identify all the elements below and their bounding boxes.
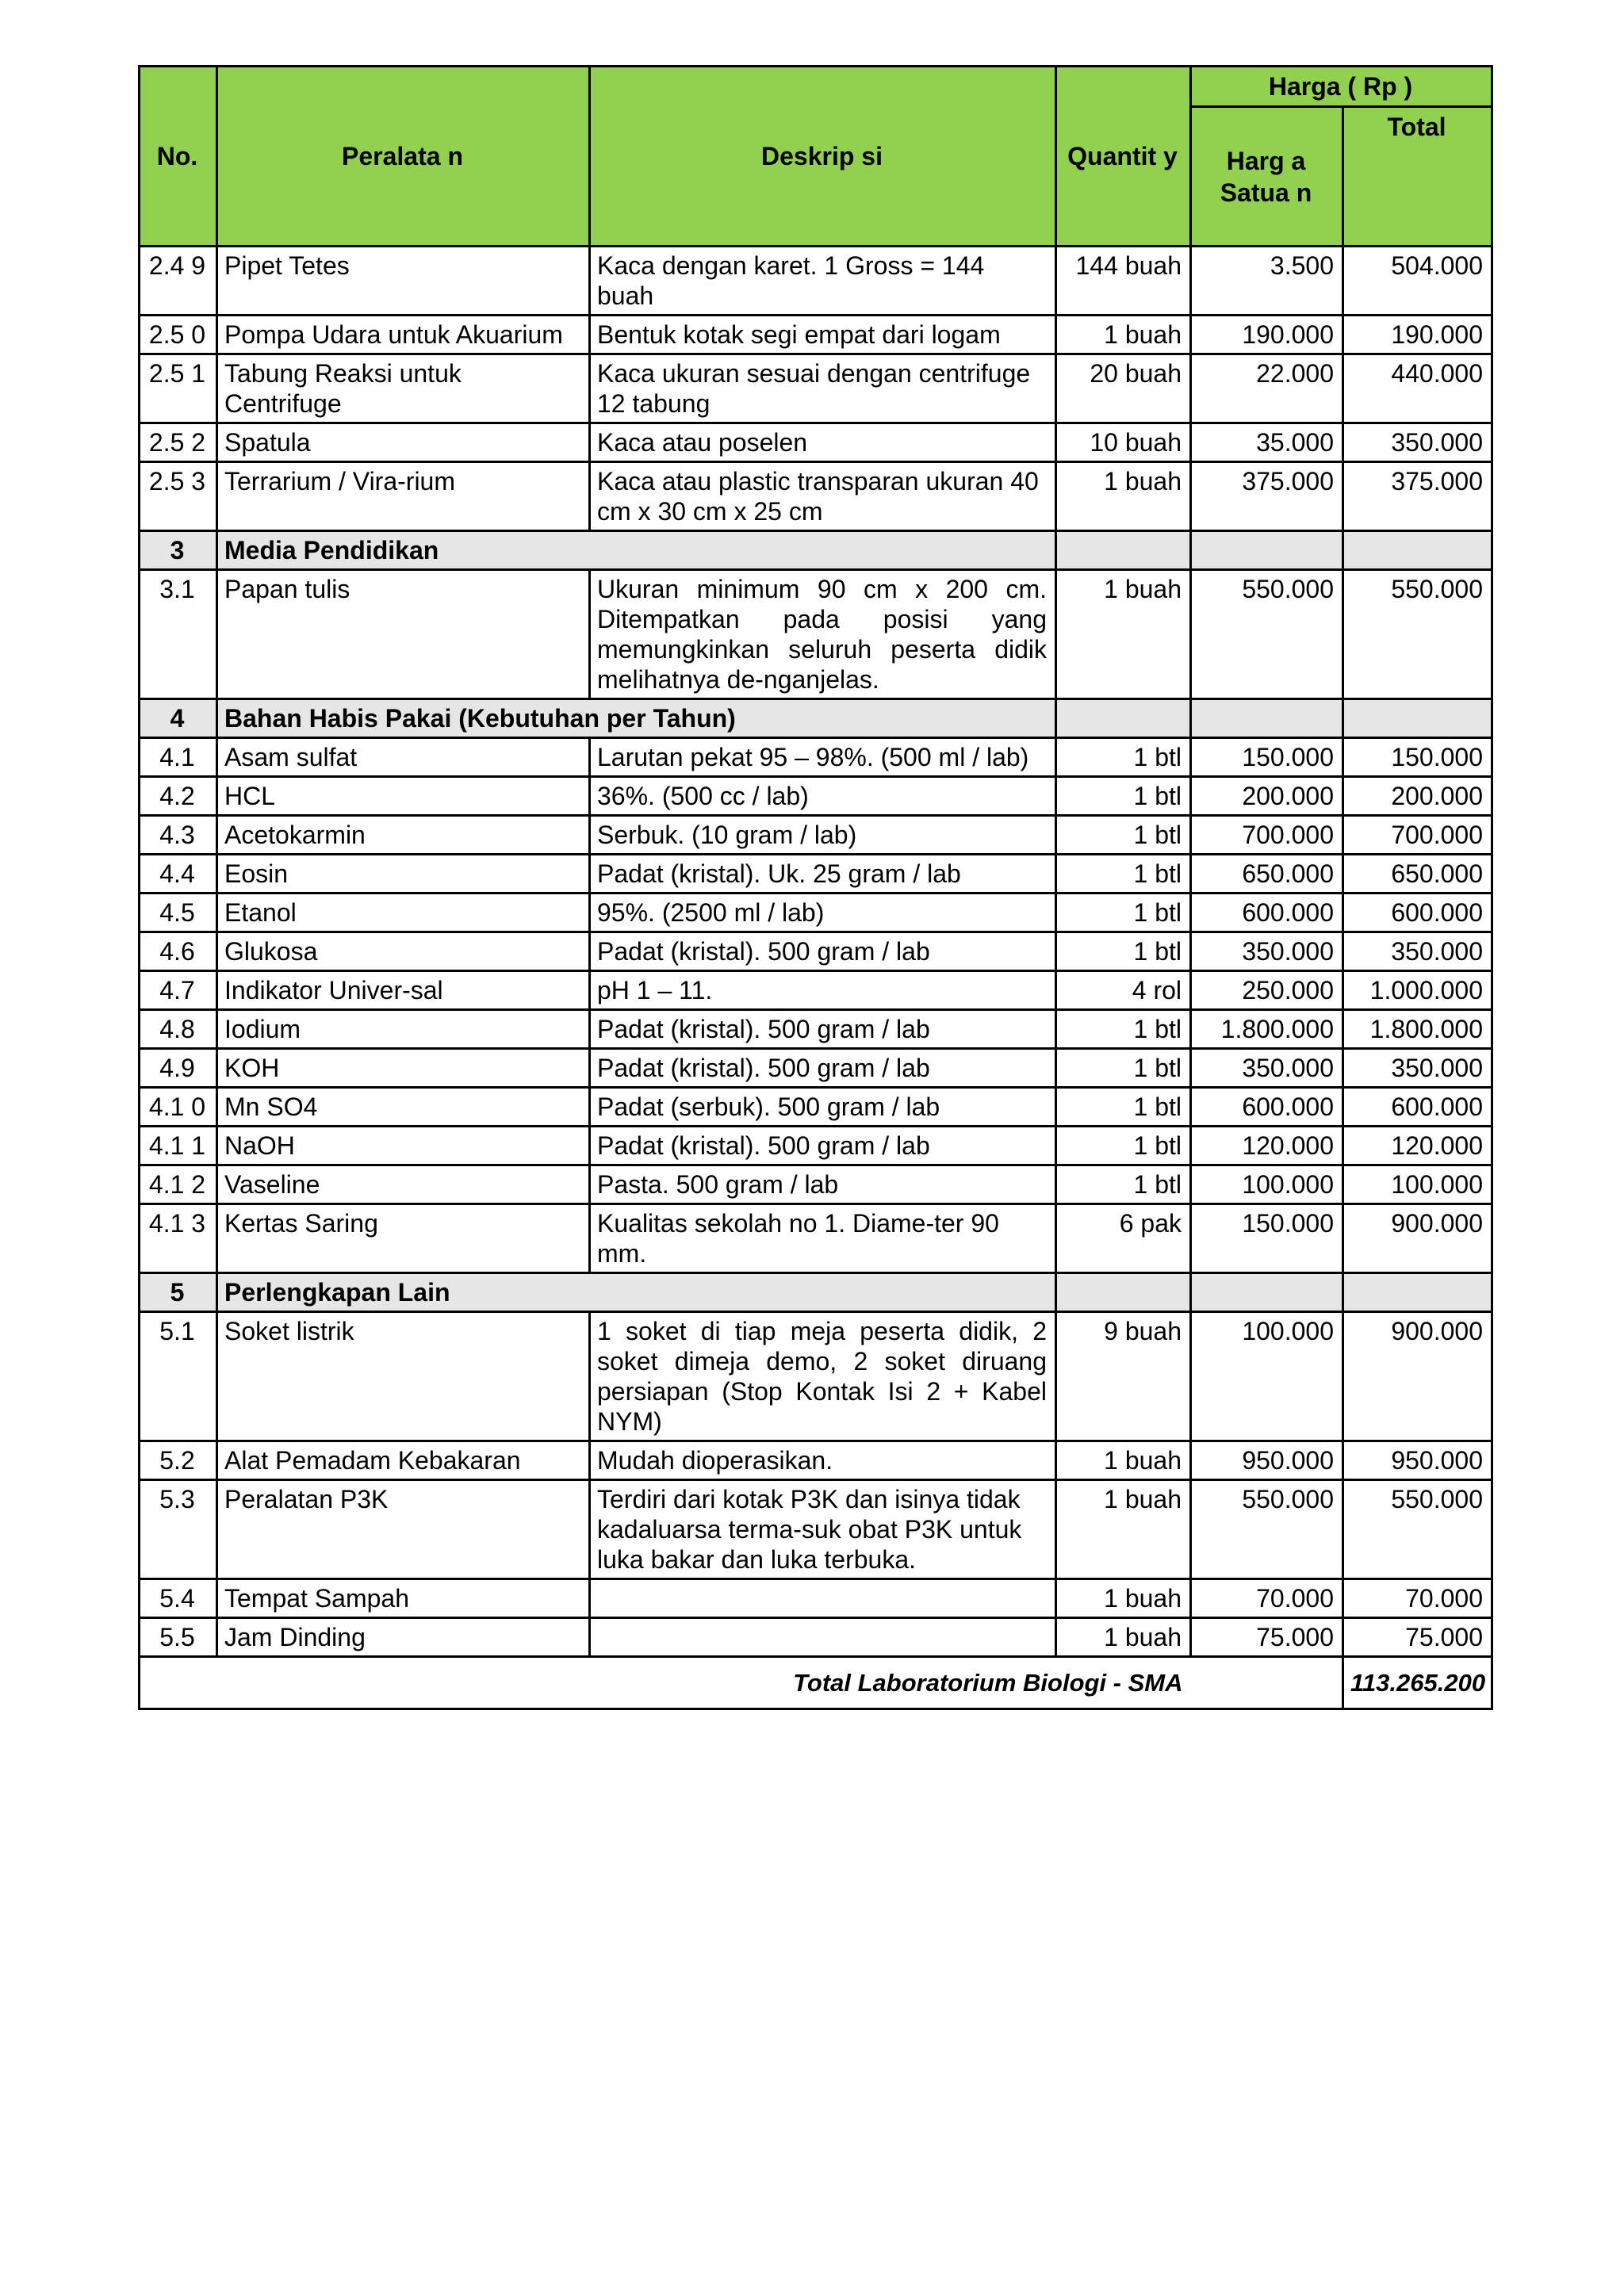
row-item: HCL (217, 777, 590, 816)
section-empty-cell (1191, 699, 1343, 738)
row-unit-price: 350.000 (1191, 932, 1343, 971)
row-number: 5.1 (140, 1312, 217, 1441)
grand-total-label: Total Laboratorium Biologi - SMA (140, 1657, 1191, 1709)
row-unit-price: 75.000 (1191, 1618, 1343, 1657)
row-quantity: 1 buah (1056, 1480, 1191, 1579)
row-item: Eosin (217, 855, 590, 894)
row-quantity: 1 btl (1056, 1127, 1191, 1165)
row-description: Kaca atau plastic transparan ukuran 40 cm x 30 cm x 25 cm (590, 462, 1056, 531)
section-header-row (140, 531, 1492, 570)
row-item: Etanol (217, 894, 590, 932)
row-quantity: 1 btl (1056, 1088, 1191, 1127)
row-description: Padat (serbuk). 500 gram / lab (590, 1088, 1056, 1127)
row-quantity: 20 buah (1056, 354, 1191, 423)
row-total: 375.000 (1343, 462, 1492, 531)
row-unit-price: 375.000 (1191, 462, 1343, 531)
row-description: Kualitas sekolah no 1. Diame-ter 90 mm. (590, 1204, 1056, 1273)
row-unit-price: 550.000 (1191, 570, 1343, 699)
row-item: Acetokarmin (217, 816, 590, 855)
row-unit-price: 3.500 (1191, 247, 1343, 316)
table-row (140, 1441, 1492, 1480)
table-body (140, 247, 1492, 1709)
table-row (140, 1010, 1492, 1049)
row-item: Asam sulfat (217, 738, 590, 777)
header-harga-satuan: Harg a Satua n (1191, 107, 1343, 247)
section-empty-cell (1191, 1273, 1343, 1312)
row-quantity: 1 btl (1056, 1010, 1191, 1049)
row-unit-price: 250.000 (1191, 971, 1343, 1010)
table-row (140, 462, 1492, 531)
row-description: 36%. (500 cc / lab) (590, 777, 1056, 816)
row-item: Iodium (217, 1010, 590, 1049)
row-total: 900.000 (1343, 1204, 1492, 1273)
row-unit-price: 650.000 (1191, 855, 1343, 894)
table-row (140, 570, 1492, 699)
row-quantity: 1 btl (1056, 932, 1191, 971)
row-number: 4.6 (140, 932, 217, 971)
section-title: Media Pendidikan (217, 531, 1056, 570)
row-number: 2.5 1 (140, 354, 217, 423)
row-description: Padat (kristal). Uk. 25 gram / lab (590, 855, 1056, 894)
row-total: 350.000 (1343, 423, 1492, 462)
row-unit-price: 950.000 (1191, 1441, 1343, 1480)
row-quantity: 1 buah (1056, 316, 1191, 354)
row-item: Papan tulis (217, 570, 590, 699)
table-row (140, 1312, 1492, 1441)
row-description: 95%. (2500 ml / lab) (590, 894, 1056, 932)
row-total: 440.000 (1343, 354, 1492, 423)
table-row (140, 894, 1492, 932)
section-empty-cell (1056, 699, 1191, 738)
grand-total-value: 113.265.200 (1343, 1657, 1492, 1709)
row-description: Padat (kristal). 500 gram / lab (590, 1127, 1056, 1165)
row-unit-price: 150.000 (1191, 1204, 1343, 1273)
row-quantity: 1 btl (1056, 894, 1191, 932)
table-row (140, 354, 1492, 423)
row-total: 550.000 (1343, 1480, 1492, 1579)
row-description (590, 1618, 1056, 1657)
section-header-row (140, 1273, 1492, 1312)
row-total: 900.000 (1343, 1312, 1492, 1441)
table-row (140, 1480, 1492, 1579)
table-row (140, 1049, 1492, 1088)
table-row (140, 247, 1492, 316)
row-quantity: 9 buah (1056, 1312, 1191, 1441)
row-total: 1.000.000 (1343, 971, 1492, 1010)
row-number: 4.1 2 (140, 1165, 217, 1204)
table-row (140, 1165, 1492, 1204)
row-number: 4.2 (140, 777, 217, 816)
row-number: 4.7 (140, 971, 217, 1010)
row-quantity: 1 buah (1056, 1441, 1191, 1480)
row-unit-price: 100.000 (1191, 1312, 1343, 1441)
row-description: Larutan pekat 95 – 98%. (500 ml / lab) (590, 738, 1056, 777)
row-quantity: 4 rol (1056, 971, 1191, 1010)
row-unit-price: 600.000 (1191, 894, 1343, 932)
table-row (140, 316, 1492, 354)
row-description: 1 soket di tiap meja peserta didik, 2 soket dimeja demo, 2 soket diruang persiapan (Stop Kontak Isi 2 + Kabel NYM) (590, 1312, 1056, 1441)
row-description: Bentuk kotak segi empat dari logam (590, 316, 1056, 354)
row-description: Mudah dioperasikan. (590, 1441, 1056, 1480)
row-total: 350.000 (1343, 1049, 1492, 1088)
row-total: 100.000 (1343, 1165, 1492, 1204)
table-row (140, 855, 1492, 894)
table-row (140, 1127, 1492, 1165)
row-quantity: 1 buah (1056, 570, 1191, 699)
row-unit-price: 200.000 (1191, 777, 1343, 816)
row-description: Kaca dengan karet. 1 Gross = 144 buah (590, 247, 1056, 316)
row-unit-price: 35.000 (1191, 423, 1343, 462)
header-no: No. (140, 67, 217, 247)
row-total: 70.000 (1343, 1579, 1492, 1618)
equipment-cost-table (138, 65, 1493, 1710)
table-row (140, 1618, 1492, 1657)
row-total: 700.000 (1343, 816, 1492, 855)
row-number: 2.5 0 (140, 316, 217, 354)
row-number: 4.5 (140, 894, 217, 932)
row-quantity: 1 buah (1056, 1618, 1191, 1657)
row-unit-price: 550.000 (1191, 1480, 1343, 1579)
row-unit-price: 700.000 (1191, 816, 1343, 855)
row-number: 5.5 (140, 1618, 217, 1657)
row-number: 2.4 9 (140, 247, 217, 316)
row-item: Tabung Reaksi untuk Centrifuge (217, 354, 590, 423)
row-number: 4.9 (140, 1049, 217, 1088)
row-number: 2.5 3 (140, 462, 217, 531)
row-number: 4.8 (140, 1010, 217, 1049)
header-deskripsi: Deskrip si (590, 67, 1056, 247)
section-empty-cell (1343, 1273, 1492, 1312)
row-item: Alat Pemadam Kebakaran (217, 1441, 590, 1480)
row-unit-price: 190.000 (1191, 316, 1343, 354)
row-unit-price: 1.800.000 (1191, 1010, 1343, 1049)
row-description: Serbuk. (10 gram / lab) (590, 816, 1056, 855)
row-description: Ukuran minimum 90 cm x 200 cm. Ditempatkan pada posisi yang memungkinkan seluruh peserta didik melihatnya de-nganjelas. (590, 570, 1056, 699)
row-number: 2.5 2 (140, 423, 217, 462)
row-total: 600.000 (1343, 1088, 1492, 1127)
section-header-row (140, 699, 1492, 738)
row-description: Padat (kristal). 500 gram / lab (590, 1049, 1056, 1088)
row-quantity: 144 buah (1056, 247, 1191, 316)
section-empty-cell (1056, 531, 1191, 570)
row-number: 4.1 0 (140, 1088, 217, 1127)
table-row (140, 423, 1492, 462)
row-total: 120.000 (1343, 1127, 1492, 1165)
grand-total-row (140, 1657, 1492, 1709)
row-unit-price: 22.000 (1191, 354, 1343, 423)
row-item: Terrarium / Vira-rium (217, 462, 590, 531)
row-item: Tempat Sampah (217, 1579, 590, 1618)
row-quantity: 1 buah (1056, 462, 1191, 531)
row-description: Pasta. 500 gram / lab (590, 1165, 1056, 1204)
row-number: 4.4 (140, 855, 217, 894)
row-total: 150.000 (1343, 738, 1492, 777)
header-total: Total (1343, 107, 1492, 247)
row-quantity: 1 btl (1056, 777, 1191, 816)
table-row (140, 1204, 1492, 1273)
row-number: 4.1 (140, 738, 217, 777)
section-number: 3 (140, 531, 217, 570)
row-quantity: 1 btl (1056, 738, 1191, 777)
row-description: Padat (kristal). 500 gram / lab (590, 932, 1056, 971)
row-unit-price: 350.000 (1191, 1049, 1343, 1088)
row-total: 1.800.000 (1343, 1010, 1492, 1049)
row-total: 504.000 (1343, 247, 1492, 316)
row-item: Peralatan P3K (217, 1480, 590, 1579)
row-unit-price: 150.000 (1191, 738, 1343, 777)
row-total: 75.000 (1343, 1618, 1492, 1657)
table-row (140, 1579, 1492, 1618)
section-empty-cell (1343, 699, 1492, 738)
table-row (140, 816, 1492, 855)
row-description: Kaca ukuran sesuai dengan centrifuge 12 tabung (590, 354, 1056, 423)
row-item: KOH (217, 1049, 590, 1088)
row-description: pH 1 – 11. (590, 971, 1056, 1010)
header-quantity: Quantit y (1056, 67, 1191, 247)
row-total: 350.000 (1343, 932, 1492, 971)
row-total: 190.000 (1343, 316, 1492, 354)
row-total: 650.000 (1343, 855, 1492, 894)
row-description (590, 1579, 1056, 1618)
row-unit-price: 600.000 (1191, 1088, 1343, 1127)
row-item: NaOH (217, 1127, 590, 1165)
row-total: 200.000 (1343, 777, 1492, 816)
row-item: Pipet Tetes (217, 247, 590, 316)
table-row (140, 932, 1492, 971)
row-number: 5.2 (140, 1441, 217, 1480)
row-number: 5.4 (140, 1579, 217, 1618)
row-item: Pompa Udara untuk Akuarium (217, 316, 590, 354)
row-quantity: 1 buah (1056, 1579, 1191, 1618)
row-item: Kertas Saring (217, 1204, 590, 1273)
section-number: 5 (140, 1273, 217, 1312)
table-row (140, 777, 1492, 816)
section-title: Perlengkapan Lain (217, 1273, 1056, 1312)
row-item: Jam Dinding (217, 1618, 590, 1657)
row-quantity: 1 btl (1056, 855, 1191, 894)
row-quantity: 1 btl (1056, 816, 1191, 855)
row-item: Soket listrik (217, 1312, 590, 1441)
row-quantity: 1 btl (1056, 1049, 1191, 1088)
table-row (140, 738, 1492, 777)
row-quantity: 10 buah (1056, 423, 1191, 462)
section-number: 4 (140, 699, 217, 738)
row-unit-price: 100.000 (1191, 1165, 1343, 1204)
header-harga-group: Harga ( Rp ) (1191, 67, 1492, 107)
row-quantity: 1 btl (1056, 1165, 1191, 1204)
row-number: 4.1 3 (140, 1204, 217, 1273)
row-number: 3.1 (140, 570, 217, 699)
row-number: 4.1 1 (140, 1127, 217, 1165)
row-description: Terdiri dari kotak P3K dan isinya tidak kadaluarsa terma-suk obat P3K untuk luka bakar dan luka terbuka. (590, 1480, 1056, 1579)
row-unit-price: 70.000 (1191, 1579, 1343, 1618)
row-item: Spatula (217, 423, 590, 462)
section-empty-cell (1191, 531, 1343, 570)
row-description: Kaca atau poselen (590, 423, 1056, 462)
row-number: 5.3 (140, 1480, 217, 1579)
section-title: Bahan Habis Pakai (Kebutuhan per Tahun) (217, 699, 1056, 738)
row-total: 950.000 (1343, 1441, 1492, 1480)
row-number: 4.3 (140, 816, 217, 855)
grand-total-gap (1191, 1657, 1343, 1709)
row-item: Glukosa (217, 932, 590, 971)
row-total: 550.000 (1343, 570, 1492, 699)
row-quantity: 6 pak (1056, 1204, 1191, 1273)
row-item: Vaseline (217, 1165, 590, 1204)
row-unit-price: 120.000 (1191, 1127, 1343, 1165)
row-item: Mn SO4 (217, 1088, 590, 1127)
header-peralatan: Peralata n (217, 67, 590, 247)
row-description: Padat (kristal). 500 gram / lab (590, 1010, 1056, 1049)
section-empty-cell (1056, 1273, 1191, 1312)
row-item: Indikator Univer-sal (217, 971, 590, 1010)
table-row (140, 1088, 1492, 1127)
table-row (140, 971, 1492, 1010)
section-empty-cell (1343, 531, 1492, 570)
row-total: 600.000 (1343, 894, 1492, 932)
